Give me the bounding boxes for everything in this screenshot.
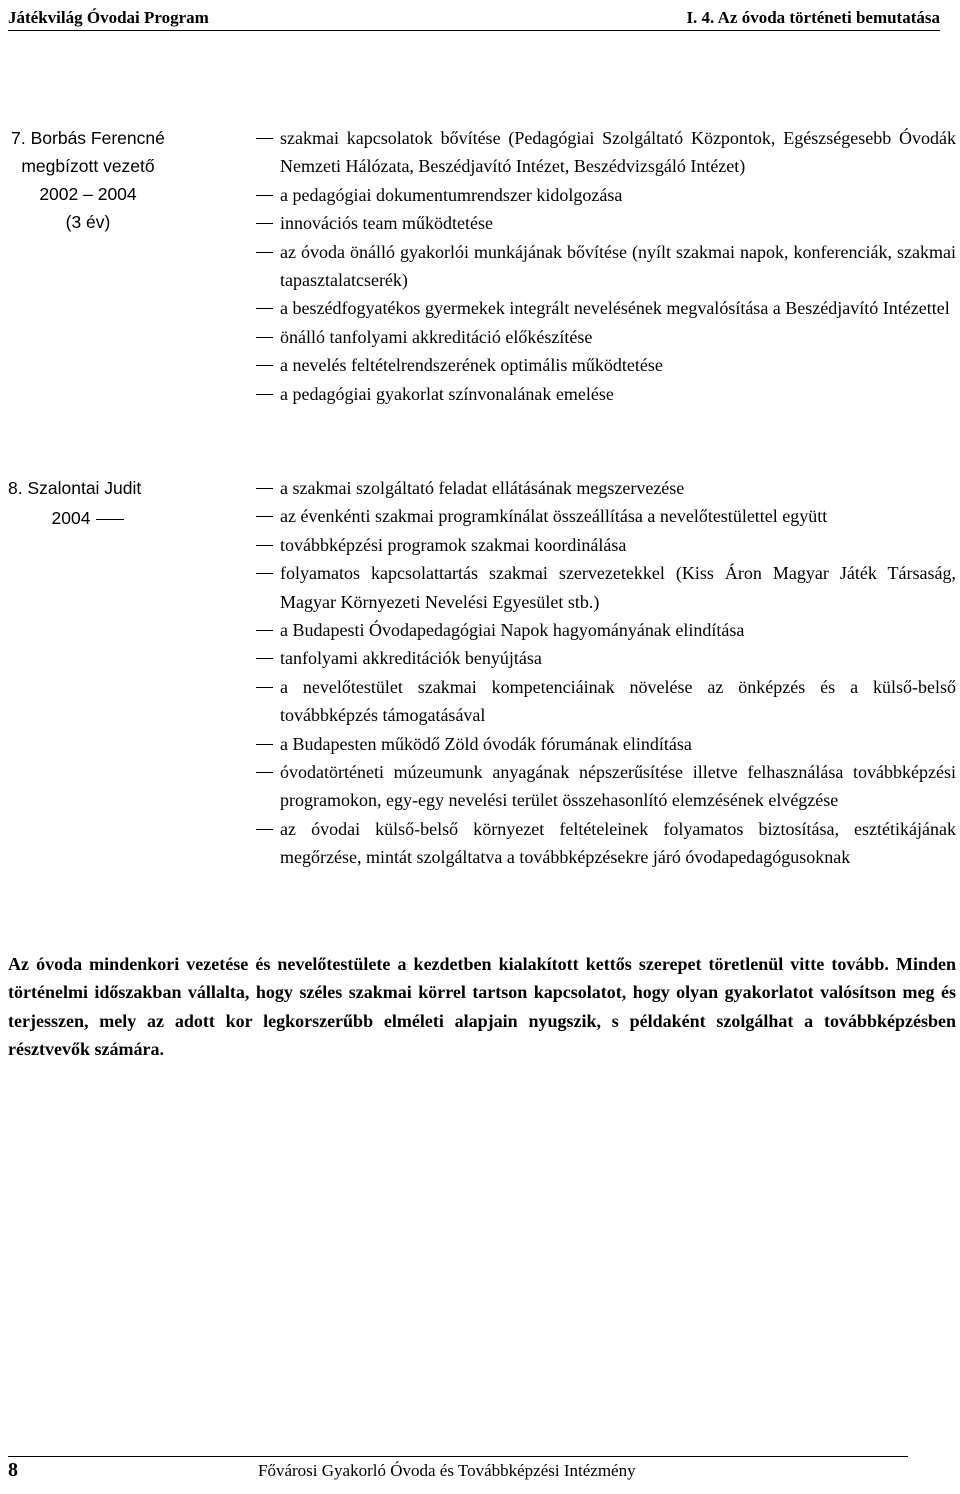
dash-bullet xyxy=(256,337,273,338)
list-item: a beszédfogyatékos gyermekek integrált nevelésének megvalósítása a Beszédjavító Intézettel xyxy=(252,294,956,322)
closing-paragraph: Az óvoda mindenkori vezetése és nevelőtestülete a kezdetben kialakított kettős szerepet töretlenül vitte tovább. Minden történelmi időszakban vállalta, hogy széles szakmai körrel tartson kapcsolatot, hogy olyan gyakorlatot valósítson meg és terjesszen, mely az adott kor legkorszerűbb elméleti alapjain nyugszik, s példaként szolgálhat a továbbképzésben résztvevők számára. xyxy=(8,954,956,1060)
list-item: az óvodai külső-belső környezet feltételeinek folyamatos biztosítása, esztétikájának megőrzése, mintát szolgáltatva a továbbképzésekre járó óvodapedagógusoknak xyxy=(252,815,956,872)
list-item: tanfolyami akkreditációk benyújtása xyxy=(252,644,956,672)
list-item: óvodatörténeti múzeumunk anyagának népszerűsítése illetve felhasználása továbbképzési programokon, egy-egy nevelési terület összehasonlító elemzésének elvégzése xyxy=(252,758,956,815)
dash-bullet xyxy=(256,744,273,745)
dash-bullet xyxy=(256,545,273,546)
dash-bullet xyxy=(256,658,273,659)
list-item: szakmai kapcsolatok bővítése (Pedagógiai Szolgáltató Központok, Egészségesebb Óvodák Nemzeti Hálózata, Beszédjavító Intézet, Beszédvizsgáló Intézet) xyxy=(252,124,956,181)
list-item: folyamatos kapcsolattartás szakmai szervezetekkel (Kiss Áron Magyar Játék Társaság, Magyar Környezeti Nevelési Egyesület stb.) xyxy=(252,559,956,616)
page-number: 8 xyxy=(8,1459,18,1481)
page-footer xyxy=(8,1456,908,1485)
list-item: a Budapesti Óvodapedagógiai Napok hagyományának elindítása xyxy=(252,616,956,644)
dash-bullet xyxy=(256,573,273,574)
achievement-list xyxy=(252,474,956,872)
list-item: önálló tanfolyami akkreditáció előkészítése xyxy=(252,323,956,351)
dash-bullet xyxy=(256,308,273,309)
institution-name: Fővárosi Gyakorló Óvoda és Továbbképzési Intézmény xyxy=(258,1461,636,1480)
section-title: I. 4. Az óvoda történeti bemutatása xyxy=(686,8,940,27)
dash-bullet xyxy=(256,195,273,196)
leader-role: megbízott vezető xyxy=(21,156,155,176)
list-item: az évenkénti szakmai programkínálat összeállítása a nevelőtestülettel együtt xyxy=(252,502,956,530)
list-item: továbbképzési programok szakmai koordinálása xyxy=(252,531,956,559)
list-item: az óvoda önálló gyakorlói munkájának bővítése (nyílt szakmai napok, konferenciák, szakmai tapasztalatcserék) xyxy=(252,238,956,295)
dash-bullet xyxy=(256,138,273,139)
leader-period: 2004 xyxy=(8,504,168,532)
leader-info xyxy=(8,124,168,236)
list-item: innovációs team működtetése xyxy=(252,209,956,237)
list-item: a szakmai szolgáltató feladat ellátásának megszervezése xyxy=(252,474,956,502)
dash-bullet xyxy=(256,365,273,366)
program-title: Játékvilág Óvodai Program xyxy=(8,8,209,27)
list-item: a nevelés feltételrendszerének optimális működtetése xyxy=(252,351,956,379)
achievement-list xyxy=(252,124,956,408)
dash-bullet xyxy=(256,223,273,224)
dash-bullet xyxy=(256,394,273,395)
dash-bullet xyxy=(256,630,273,631)
dash-bullet xyxy=(256,488,273,489)
leader-info xyxy=(8,474,168,532)
dash-bullet xyxy=(256,772,273,773)
dash-bullet xyxy=(256,252,273,253)
leader-name: 8. Szalontai Judit xyxy=(8,478,142,498)
list-item: a Budapesten működő Zöld óvodák fórumának elindítása xyxy=(252,730,956,758)
leader-duration: (3 év) xyxy=(65,212,111,232)
page-header xyxy=(8,4,940,31)
list-item: a pedagógiai dokumentumrendszer kidolgozása xyxy=(252,181,956,209)
leader-name: 7. Borbás Ferencné xyxy=(11,128,165,148)
list-item: a nevelőtestület szakmai kompetenciáinak növelése az önképzés és a külső-belső továbbképzés támogatásával xyxy=(252,673,956,730)
dash-bullet xyxy=(256,687,273,688)
leader-period: 2002 – 2004 xyxy=(39,184,137,204)
list-item: a pedagógiai gyakorlat színvonalának emelése xyxy=(252,380,956,408)
dash-bullet xyxy=(256,829,273,830)
dash-bullet xyxy=(256,516,273,517)
